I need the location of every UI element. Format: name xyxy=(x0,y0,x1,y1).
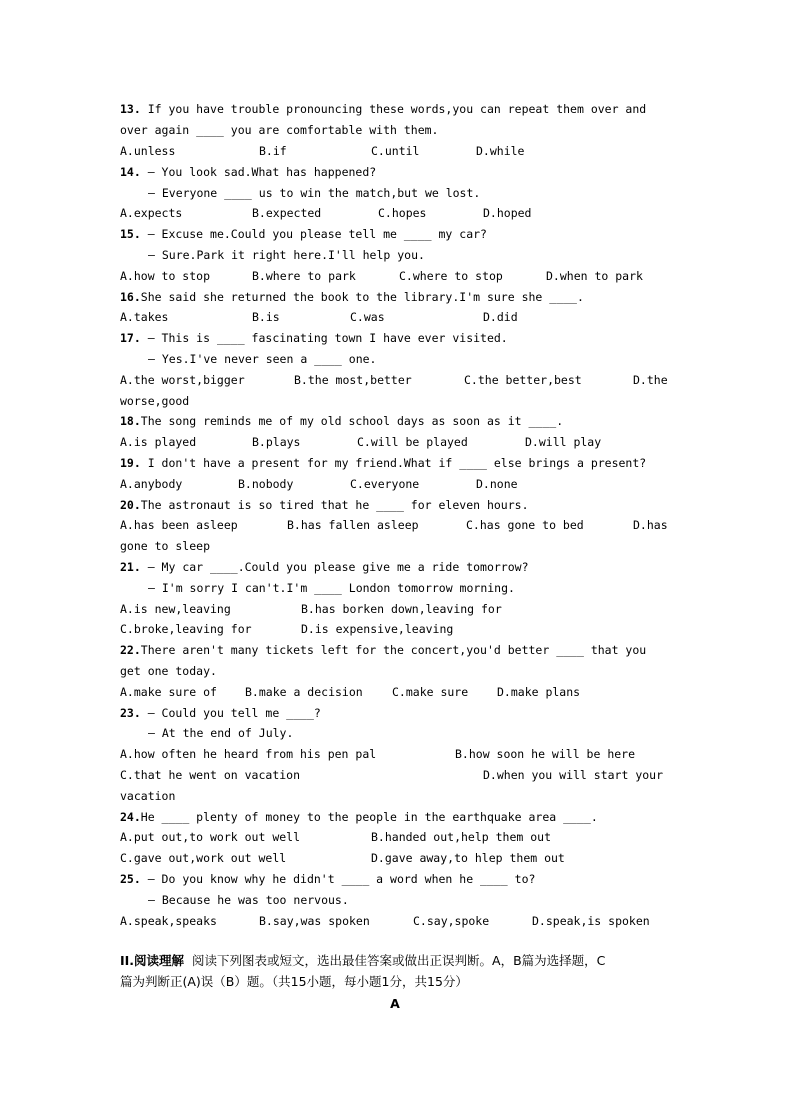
option-c: C.everyone xyxy=(350,477,420,491)
question-number: 14. xyxy=(120,165,141,179)
question-stem: She said she returned the book to the library.I'm sure she ____. xyxy=(140,290,584,304)
option-a: A.expects xyxy=(120,206,183,220)
question-stem: If you have trouble pronouncing these words,you can repeat them over and xyxy=(140,102,647,116)
option-c: C.broke,leaving for xyxy=(120,622,252,636)
question-22-line-1 xyxy=(120,643,646,658)
option-d: D.has xyxy=(633,518,668,532)
option-d: D.make plans xyxy=(497,685,581,699)
question-25-line-1 xyxy=(120,872,535,887)
question-17-line-2: — Yes.I've never seen a ____ one. xyxy=(148,352,377,366)
option-b: B.is xyxy=(252,310,280,324)
option-a: A.speak,speaks xyxy=(120,914,217,928)
question-stem: — Do you know why he didn't ____ a word when he ____ to? xyxy=(140,872,536,886)
question-stem: — You look sad.What has happened? xyxy=(140,165,377,179)
section-title: II.阅读理解 xyxy=(120,953,185,968)
question-20-line-1 xyxy=(120,498,529,513)
question-number: 24. xyxy=(120,810,141,824)
question-number: 22. xyxy=(120,643,141,657)
question-19-line-1 xyxy=(120,456,646,471)
question-stem: — Excuse me.Could you please tell me ____ my car? xyxy=(140,227,487,241)
option-c: C.the better,best xyxy=(464,373,582,387)
option-a: A.the worst,bigger xyxy=(120,373,245,387)
option-c: C.was xyxy=(350,310,385,324)
option-d: D.none xyxy=(476,477,518,491)
question-stem: The astronaut is so tired that he ____ for eleven hours. xyxy=(140,498,529,512)
option-d: D.gave away,to hlep them out xyxy=(371,851,565,865)
option-a: A.make sure of xyxy=(120,685,217,699)
option-d: D.hoped xyxy=(483,206,532,220)
question-number: 17. xyxy=(120,331,141,345)
option-c: C.where to stop xyxy=(399,269,503,283)
question-number: 16. xyxy=(120,290,141,304)
question-23-line-2: — At the end of July. xyxy=(148,726,294,740)
option-c: C.will be played xyxy=(357,435,468,449)
option-b: B.make a decision xyxy=(245,685,363,699)
question-15-line-1 xyxy=(120,227,487,242)
option-d: D.the xyxy=(633,373,668,387)
question-25-line-2: — Because he was too nervous. xyxy=(148,893,349,907)
question-23-line-1 xyxy=(120,706,321,721)
question-stem: I don't have a present for my friend.What if ____ else brings a present? xyxy=(140,456,647,470)
section-instruction-line-2: 篇为判断正(A)误（B）题。（共15小题，每小题1分，共15分） xyxy=(120,974,468,989)
option-c: C.that he went on vacation xyxy=(120,768,301,782)
question-21-line-2: — I'm sorry I can't.I'm ____ London tomorrow morning. xyxy=(148,581,515,595)
option-b: B.has borken down,leaving for xyxy=(301,602,502,616)
question-17-line-1 xyxy=(120,331,508,346)
question-number: 20. xyxy=(120,498,141,512)
option-a: A.unless xyxy=(120,144,176,158)
question-number: 15. xyxy=(120,227,141,241)
option-a: A.how often he heard from his pen pal xyxy=(120,747,377,761)
section-header xyxy=(120,953,605,968)
option-c: C.has gone to bed xyxy=(466,518,584,532)
option-c: C.until xyxy=(371,144,420,158)
option-c: C.say,spoke xyxy=(413,914,490,928)
option-b: B.say,was spoken xyxy=(259,914,370,928)
option-d: D.speak,is spoken xyxy=(532,914,650,928)
option-d: D.did xyxy=(483,310,518,324)
option-c: C.gave out,work out well xyxy=(120,851,287,865)
option-b: B.plays xyxy=(252,435,301,449)
option-b: B.expected xyxy=(252,206,322,220)
option-a: A.is new,leaving xyxy=(120,602,231,616)
option-b: B.nobody xyxy=(238,477,294,491)
option-continuation: vacation xyxy=(120,789,176,803)
option-a: A.takes xyxy=(120,310,169,324)
question-stem: — This is ____ fascinating town I have ever visited. xyxy=(140,331,508,345)
question-21-line-1 xyxy=(120,560,529,575)
option-b: B.where to park xyxy=(252,269,356,283)
option-c: C.hopes xyxy=(378,206,427,220)
option-continuation: gone to sleep xyxy=(120,539,211,553)
option-a: A.put out,to work out well xyxy=(120,830,301,844)
option-continuation: worse,good xyxy=(120,394,190,408)
option-b: B.has fallen asleep xyxy=(287,518,419,532)
question-stem: — Could you tell me ____? xyxy=(140,706,321,720)
option-a: A.is played xyxy=(120,435,197,449)
question-number: 13. xyxy=(120,102,141,116)
option-b: B.if xyxy=(259,144,287,158)
question-13-line-2: over again ____ you are comfortable with them. xyxy=(120,123,439,137)
question-13-line-1 xyxy=(120,102,646,117)
section-instruction: 阅读下列图表或短文，选出最佳答案或做出正误判断。A，B篇为选择题，C xyxy=(192,953,606,968)
question-number: 25. xyxy=(120,872,141,886)
option-b: B.how soon he will be here xyxy=(455,747,636,761)
option-d: D.is expensive,leaving xyxy=(301,622,454,636)
option-c: C.make sure xyxy=(392,685,469,699)
option-a: A.how to stop xyxy=(120,269,211,283)
option-d: D.while xyxy=(476,144,525,158)
question-number: 21. xyxy=(120,560,141,574)
question-14-line-1 xyxy=(120,165,376,180)
question-stem: He ____ plenty of money to the people in the earthquake area ____. xyxy=(140,810,598,824)
passage-label: A xyxy=(390,996,400,1011)
question-15-line-2: — Sure.Park it right here.I'll help you. xyxy=(148,248,425,262)
question-number: 23. xyxy=(120,706,141,720)
question-16-line-1 xyxy=(120,290,584,305)
option-a: A.has been asleep xyxy=(120,518,238,532)
question-stem: The song reminds me of my old school days as soon as it ____. xyxy=(140,414,564,428)
question-14-line-2: — Everyone ____ us to win the match,but we lost. xyxy=(148,186,481,200)
question-24-line-1 xyxy=(120,810,598,825)
question-22-line-2: get one today. xyxy=(120,664,217,678)
option-d: D.when you will start your xyxy=(483,768,664,782)
question-number: 19. xyxy=(120,456,141,470)
question-stem: There aren't many tickets left for the concert,you'd better ____ that you xyxy=(140,643,647,657)
question-number: 18. xyxy=(120,414,141,428)
option-d: D.when to park xyxy=(546,269,643,283)
option-b: B.handed out,help them out xyxy=(371,830,552,844)
question-18-line-1 xyxy=(120,414,563,429)
option-b: B.the most,better xyxy=(294,373,412,387)
option-d: D.will play xyxy=(525,435,602,449)
option-a: A.anybody xyxy=(120,477,183,491)
question-stem: — My car ____.Could you please give me a ride tomorrow? xyxy=(140,560,529,574)
